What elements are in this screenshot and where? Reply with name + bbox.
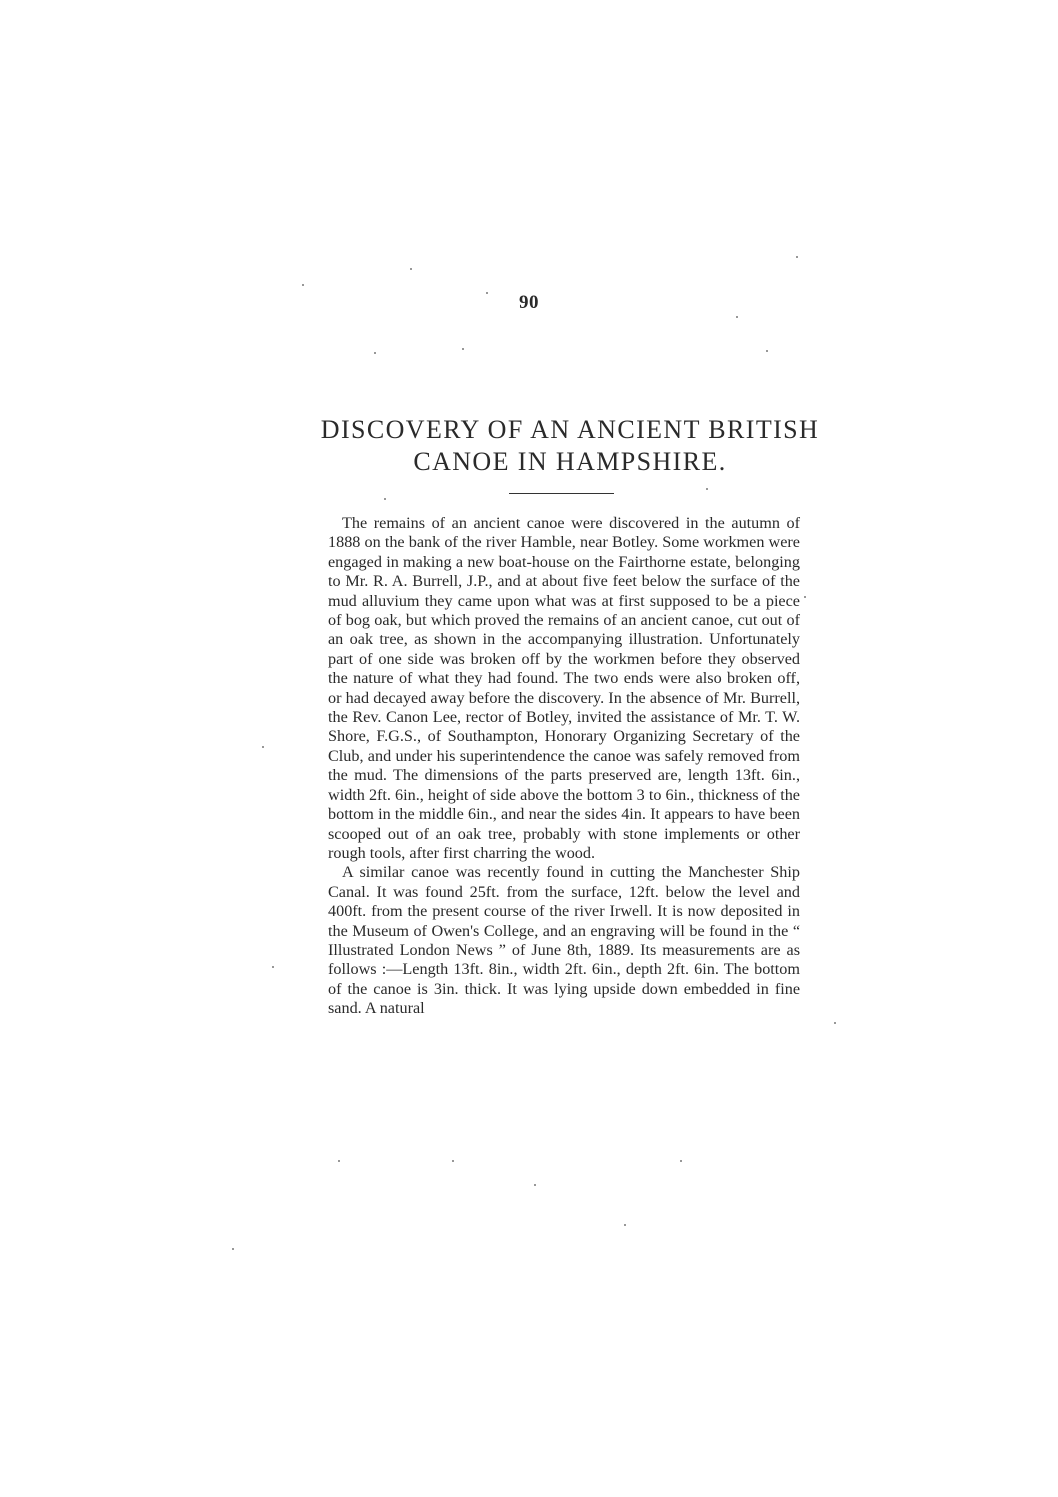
title-divider: [509, 493, 614, 494]
title-line-2: CANOE IN HAMPSHIRE.: [413, 447, 727, 476]
scan-speck: [262, 746, 264, 748]
scan-speck: [410, 268, 412, 270]
paragraph-1: The remains of an ancient canoe were discovered in the autumn of 1888 on the bank of the river Hamble, near Botley. Some workmen were engaged in making a new boat-house on the Fairthorne estate, belonging to Mr. R. A. Burrell, J.P., and at about five feet below the surface of the mud alluvium they came upon what was at first supposed to be a piece of bog oak, but which proved the remains of an ancient canoe, cut out of an oak tree, as shown in the accompanying illustration. Unfortunately part of one side was broken off by the workmen before they observed the nature of what they had found. The two ends were also broken off, or had decayed away before the discovery. In the absence of Mr. Burrell, the Rev. Canon Lee, rector of Botley, invited the assistance of Mr. T. W. Shore, F.G.S., of Southampton, Honorary Organizing Secretary of the Club, and under his superintendence the canoe was safely removed from the mud. The dimensions of the parts preserved are, length 13ft. 6in., width 2ft. 6in., height of side above the bottom 3 to 6in., thickness of the bottom in the middle 6in., and near the sides 4in. It appears to have been scooped out of an oak tree, probably with stone implements or other rough tools, after first charring the wood.: [328, 514, 800, 862]
scan-speck: [834, 1022, 836, 1024]
paragraph-2: A similar canoe was recently found in cutting the Manchester Ship Canal. It was found 25ft. from the surface, 12ft. below the level and 400ft. from the present course of the river Irwell. It is now deposited in the Museum of Owen's College, and an engraving will be found in the “ Illustrated London News ” of June 8th, 1889. Its measurements are as follows :—Length 13ft. 8in., width 2ft. 6in., depth 2ft. 6in. The bottom of the canoe is 3in. thick. It was lying upside down embedded in fine sand. A natural: [328, 863, 800, 1018]
scan-speck: [534, 1184, 536, 1186]
scan-speck: [706, 488, 708, 490]
article-body: [328, 514, 800, 1019]
title-line-1: DISCOVERY OF AN ANCIENT BRITISH: [320, 415, 820, 444]
scan-speck: [452, 1160, 454, 1162]
article-title: [280, 414, 860, 478]
scan-speck: [384, 498, 386, 500]
scan-speck: [338, 1160, 340, 1162]
scan-speck: [232, 1248, 234, 1250]
scan-speck: [272, 966, 274, 968]
scan-speck: [804, 596, 806, 598]
scan-speck: [302, 284, 304, 286]
scan-speck: [486, 292, 488, 294]
scan-speck: [736, 316, 738, 318]
scan-speck: [796, 256, 798, 258]
scan-speck: [462, 348, 464, 350]
scan-speck: [680, 1160, 682, 1162]
scan-speck: [624, 1224, 626, 1226]
page-number: 90: [519, 292, 539, 313]
scan-speck: [374, 352, 376, 354]
scan-speck: [766, 350, 768, 352]
